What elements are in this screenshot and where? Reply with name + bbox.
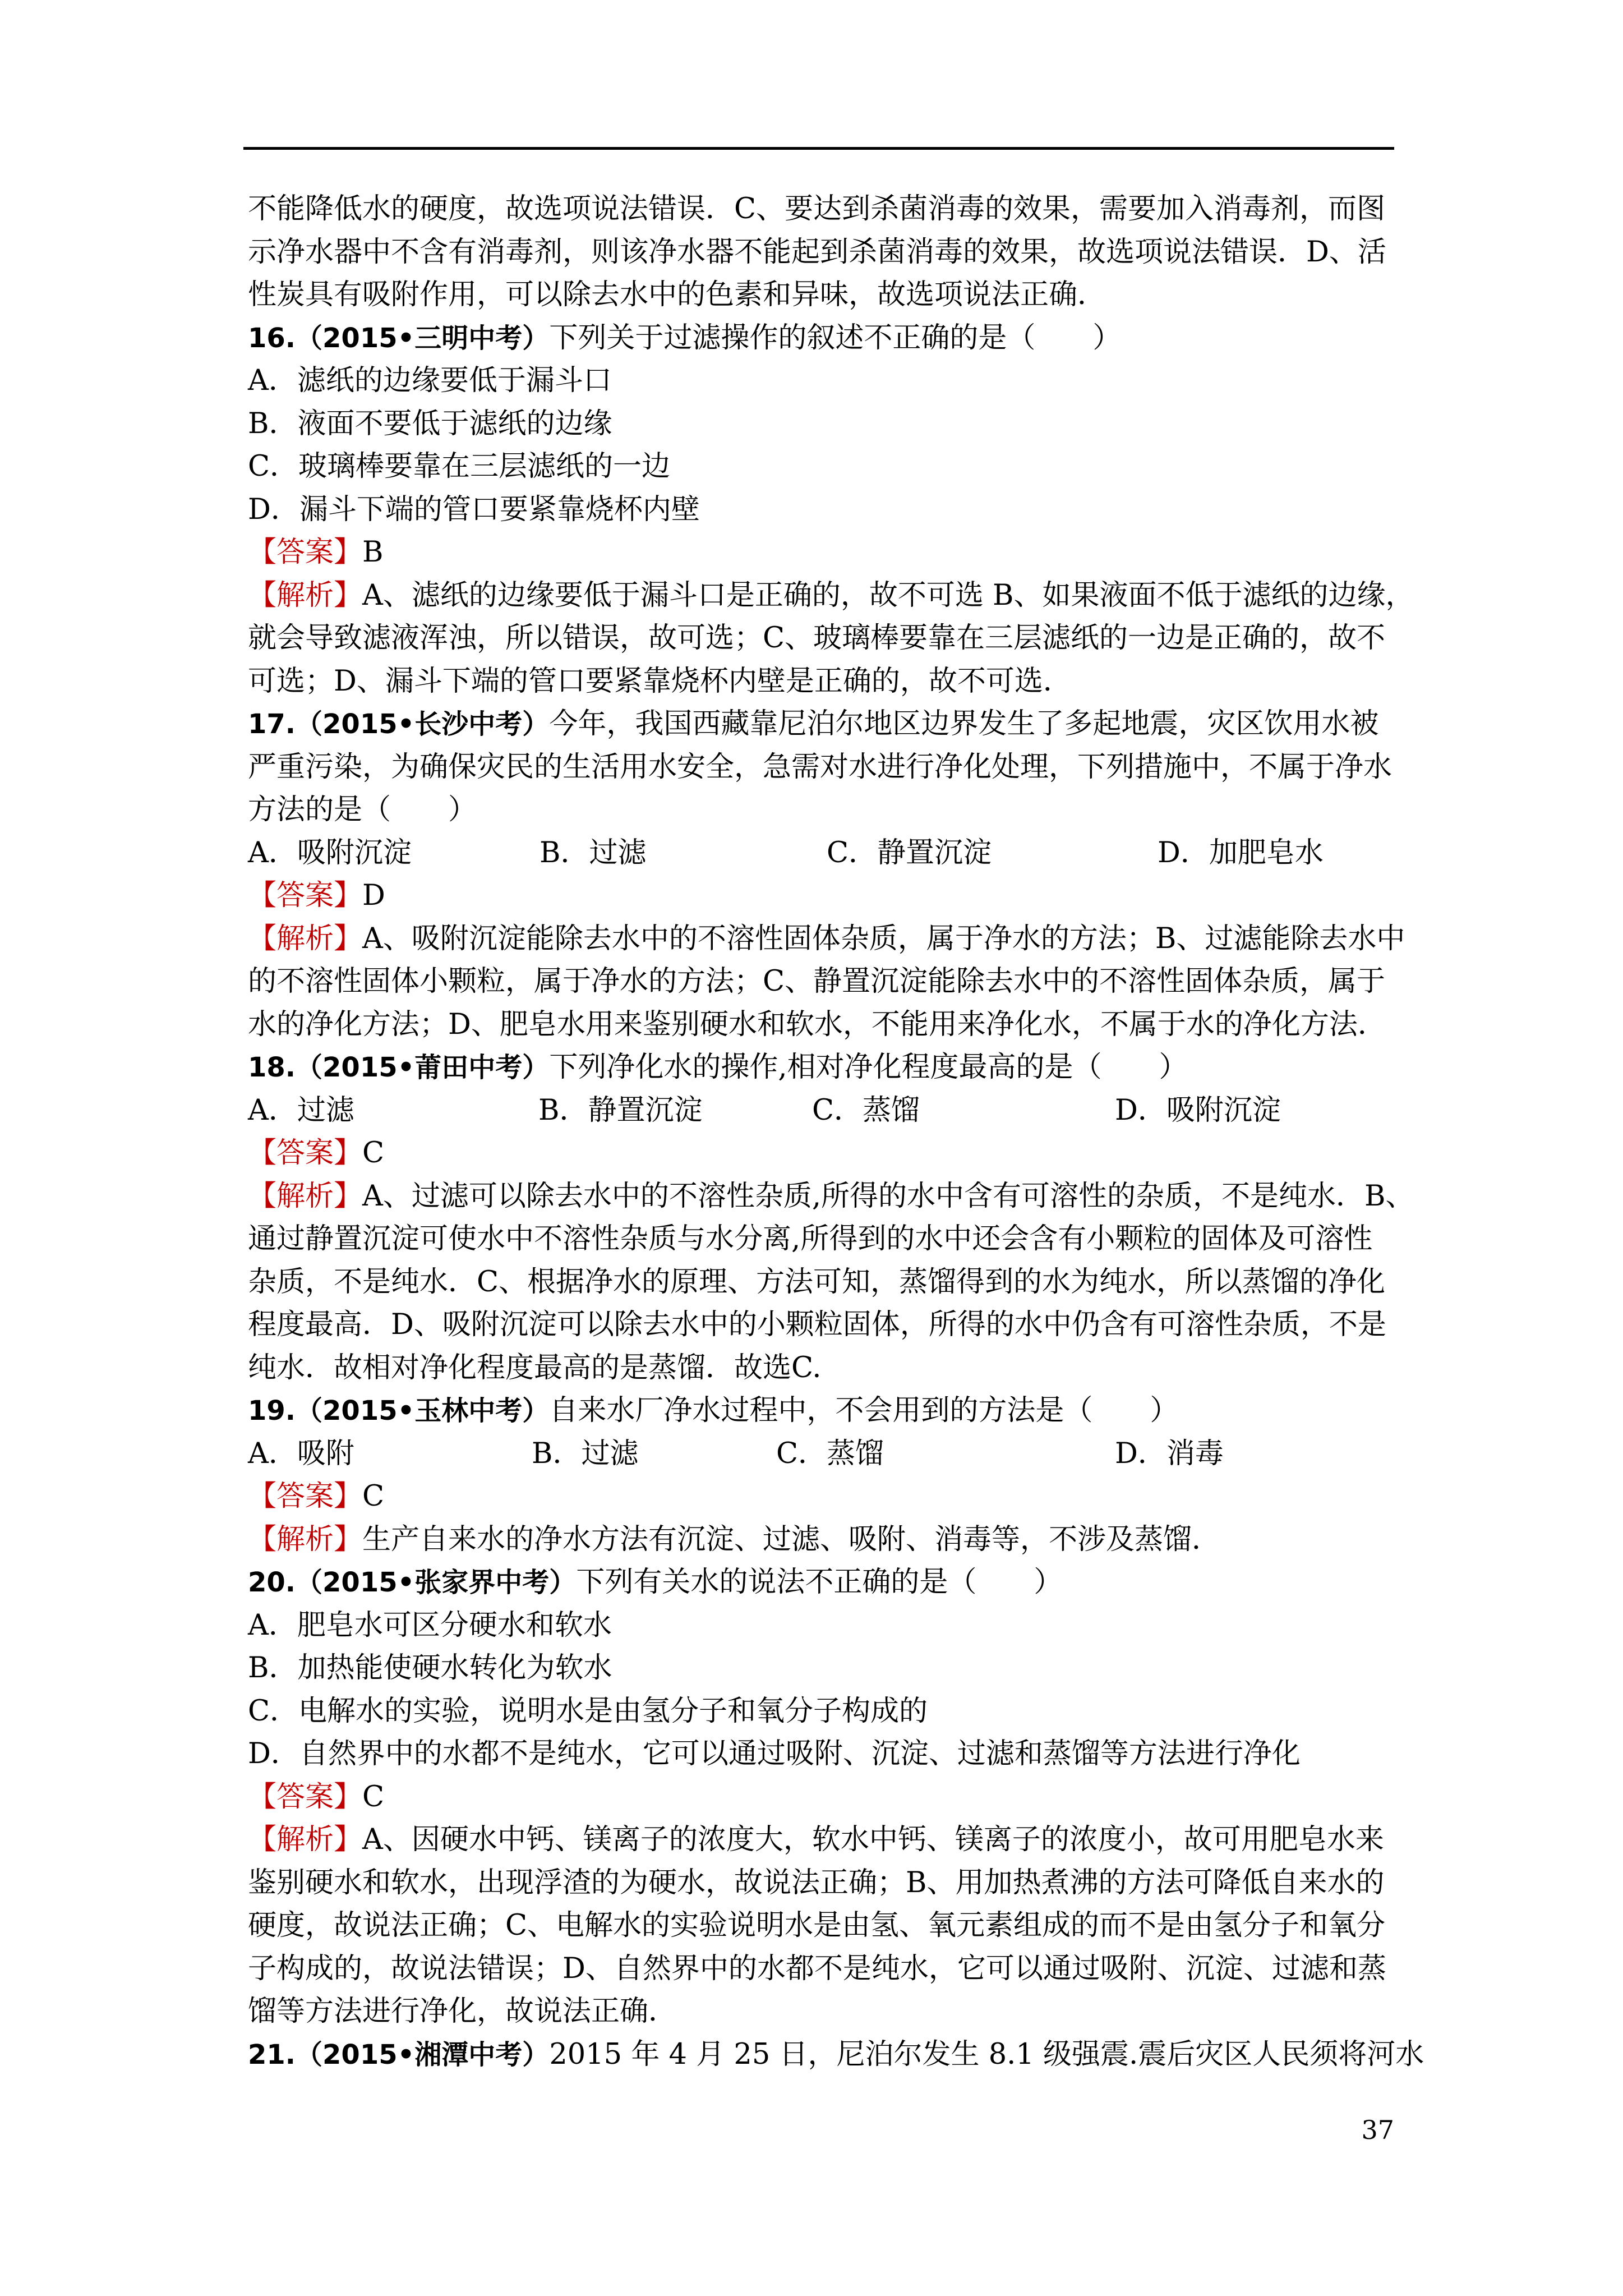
question-stem: 下列有关水的说法不正确的是（ ）	[576, 1566, 1063, 1599]
text-line: 示净水器中不含有消毒剂，则该净水器不能起到杀菌消毒的效果，故选项说法错误．D、活	[248, 235, 1386, 269]
option-b: B．过滤	[532, 1437, 639, 1470]
analysis-line	[248, 1175, 1414, 1218]
answer-label: 【答案】	[248, 1780, 363, 1814]
analysis-label: 【解析】	[248, 1823, 363, 1856]
analysis-text: 生产自来水的净水方法有沉淀、过滤、吸附、消毒等，不涉及蒸馏．	[362, 1522, 1221, 1556]
question-source: 20.（2015•张家界中考）	[248, 1567, 577, 1598]
option-c: C．蒸馏	[812, 1093, 920, 1127]
question-21	[248, 2033, 1424, 2077]
header-rule	[243, 147, 1394, 150]
question-18	[248, 1046, 1394, 1089]
analysis-line: 程度最高．D、吸附沉淀可以除去水中的小颗粒固体，所得的水中仍含有可溶性杂质，不是	[248, 1308, 1386, 1341]
option-d: D．加肥皂水	[1158, 836, 1324, 869]
answer-line	[248, 1475, 1394, 1519]
option-c: C．玻璃棒要靠在三层滤纸的一边	[248, 450, 671, 483]
question-source: 19.（2015•玉林中考）	[248, 1395, 550, 1427]
question-source: 18.（2015•莆田中考）	[248, 1052, 550, 1083]
analysis-text: A、过滤可以除去水中的不溶性杂质,所得的水中含有可溶性的杂质，不是纯水．B、	[362, 1179, 1414, 1213]
option-a: A．吸附	[248, 1437, 354, 1470]
answer-value: C	[362, 1137, 385, 1170]
answer-value: D	[362, 879, 385, 912]
answer-label: 【答案】	[248, 536, 363, 569]
analysis-line: 子构成的，故说法错误；D、自然界中的水都不是纯水，它可以通过吸附、沉淀、过滤和蒸	[248, 1952, 1386, 1985]
analysis-line	[248, 1519, 1394, 1562]
option-d: D．自然界中的水都不是纯水，它可以通过吸附、沉淀、过滤和蒸馏等方法进行净化	[248, 1737, 1301, 1770]
analysis-line	[248, 1819, 1394, 1862]
answer-line	[248, 875, 1394, 918]
option-a: A．滤纸的边缘要低于漏斗口	[248, 364, 612, 397]
question-17	[248, 703, 1394, 746]
question-stem-line: 严重污染，为确保灾民的生活用水安全，急需对水进行净化处理，下列措施中，不属于净水	[248, 750, 1393, 784]
answer-value: C	[362, 1480, 385, 1513]
analysis-line: 馏等方法进行净化，故说法正确．	[248, 1995, 677, 2028]
option-d: D．消毒	[1115, 1437, 1224, 1470]
question-source: 17.（2015•长沙中考）	[248, 708, 550, 740]
analysis-line: 水的净化方法；D、肥皂水用来鉴别硬水和软水，不能用来净化水，不属于水的净化方法．	[248, 1007, 1386, 1041]
analysis-line: 通过静置沉淀可使水中不溶性杂质与水分离,所得到的水中还会含有小颗粒的固体及可溶性	[248, 1222, 1373, 1255]
analysis-line: 纯水．故相对净化程度最高的是蒸馏．故选C.	[248, 1351, 822, 1384]
question-19	[248, 1389, 1394, 1433]
analysis-label: 【解析】	[248, 578, 363, 612]
page-content	[248, 188, 1424, 2076]
option-b: B．静置沉淀	[538, 1093, 703, 1127]
analysis-text: A、滤纸的边缘要低于漏斗口是正确的，故不可选 B、如果液面不低于滤纸的边缘，	[362, 578, 1414, 612]
analysis-line: 的不溶性固体小颗粒，属于净水的方法；C、静置沉淀能除去水中的不溶性固体杂质，属于	[248, 965, 1386, 998]
option-c: C．蒸馏	[776, 1437, 884, 1470]
analysis-line: 就会导致滤液浑浊，所以错误，故可选；C、玻璃棒要靠在三层滤纸的一边是正确的，故不	[248, 622, 1386, 655]
options-row	[248, 832, 1394, 875]
analysis-label: 【解析】	[248, 1522, 363, 1556]
option-d: D．吸附沉淀	[1115, 1093, 1281, 1127]
option-b: B．加热能使硬水转化为软水	[248, 1651, 612, 1685]
analysis-text: A、吸附沉淀能除去水中的不溶性固体杂质，属于净水的方法；B、过滤能除去水中	[362, 922, 1405, 955]
text-line: 不能降低水的硬度，故选项说法错误．C、要达到杀菌消毒的效果，需要加入消毒剂，而图	[248, 192, 1386, 226]
question-stem: 下列净化水的操作,相对净化程度最高的是（ ）	[549, 1051, 1188, 1084]
option-b: B．过滤	[540, 836, 647, 869]
question-source: 21.（2015•湘潭中考）	[248, 2039, 550, 2070]
answer-label: 【答案】	[248, 1137, 363, 1170]
page-number: 37	[1361, 2115, 1394, 2145]
analysis-line: 鉴别硬水和软水，出现浮渣的为硬水，故说法正确；B、用加热煮沸的方法可降低自来水的	[248, 1866, 1385, 1899]
option-a: A．肥皂水可区分硬水和软水	[248, 1608, 612, 1642]
question-stem: 2015 年 4 月 25 日，尼泊尔发生 8.1 级强震.震后灾区人民须将河水	[549, 2037, 1424, 2071]
answer-label: 【答案】	[248, 1480, 363, 1513]
analysis-line: 硬度，故说法正确；C、电解水的实验说明水是由氢、氧元素组成的而不是由氢分子和氧分	[248, 1909, 1386, 1942]
answer-value: C	[362, 1780, 385, 1814]
options-row	[248, 1433, 1394, 1476]
analysis-text: A、因硬水中钙、镁离子的浓度大，软水中钙、镁离子的浓度小，故可用肥皂水来	[362, 1823, 1384, 1856]
analysis-line: 杂质，不是纯水．C、根据净水的原理、方法可知，蒸馏得到的水为纯水，所以蒸馏的净化	[248, 1265, 1386, 1299]
analysis-label: 【解析】	[248, 922, 363, 955]
question-stem-line: 方法的是（ ）	[248, 793, 477, 826]
option-c: C．电解水的实验，说明水是由氢分子和氧分子构成的	[248, 1694, 928, 1728]
analysis-line: 可选；D、漏斗下端的管口要紧靠烧杯内壁是正确的，故不可选．	[248, 664, 1072, 698]
answer-line	[248, 1776, 1394, 1819]
option-b: B．液面不要低于滤纸的边缘	[248, 407, 612, 440]
option-c: C．静置沉淀	[827, 836, 992, 869]
question-stem: 下列关于过滤操作的叙述不正确的是（ ）	[549, 321, 1122, 355]
answer-line	[248, 531, 1394, 574]
question-source: 16.（2015•三明中考）	[248, 322, 550, 354]
answer-label: 【答案】	[248, 879, 363, 912]
option-a: A．吸附沉淀	[248, 836, 412, 869]
answer-line	[248, 1132, 1394, 1175]
option-d: D．漏斗下端的管口要紧靠烧杯内壁	[248, 493, 700, 526]
question-stem: 自来水厂净水过程中，不会用到的方法是（ ）	[549, 1394, 1179, 1427]
analysis-line	[248, 574, 1414, 618]
analysis-line	[248, 918, 1405, 961]
options-row	[248, 1089, 1394, 1133]
question-stem: 今年，我国西藏靠尼泊尔地区边界发生了多起地震，灾区饮用水被	[549, 707, 1379, 740]
option-a: A．过滤	[248, 1093, 354, 1127]
text-line: 性炭具有吸附作用，可以除去水中的色素和异味，故选项说法正确．	[248, 278, 1106, 311]
answer-value: B	[362, 536, 384, 569]
question-16	[248, 317, 1394, 360]
analysis-label: 【解析】	[248, 1179, 363, 1213]
question-20	[248, 1561, 1394, 1604]
